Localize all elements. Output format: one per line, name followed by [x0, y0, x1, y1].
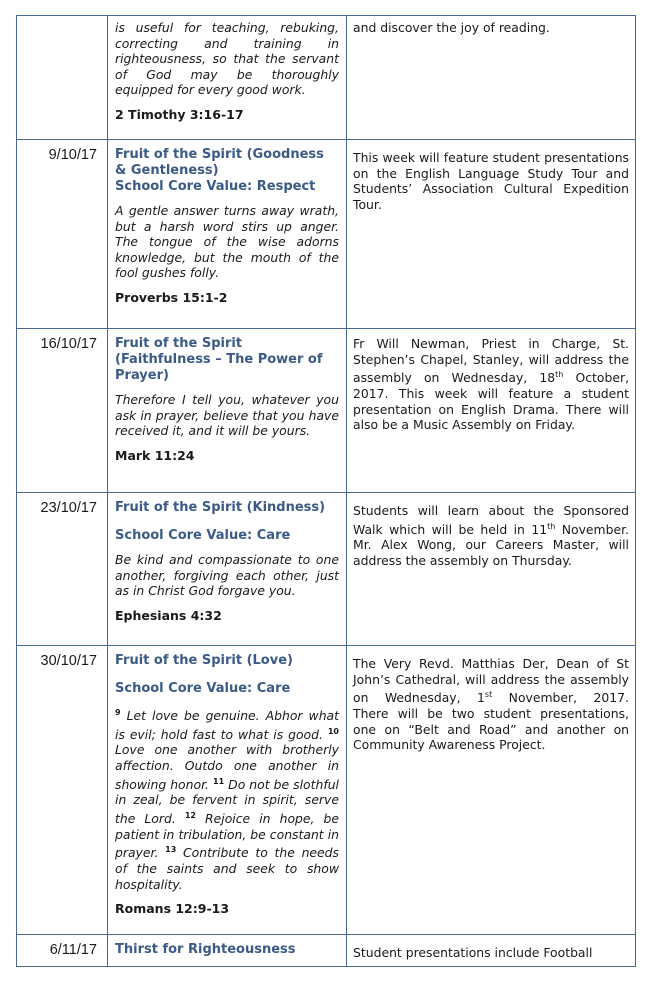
- theme-cell: [108, 140, 347, 329]
- theme-cell: [108, 646, 347, 935]
- week-date: [17, 16, 107, 23]
- theme-cell: [108, 935, 347, 967]
- scripture-reference: Mark 11:24: [115, 447, 195, 463]
- schedule-row: [17, 329, 636, 493]
- scripture-reference: Romans 12:9-13: [115, 901, 230, 917]
- verse-number: 11: [213, 776, 225, 786]
- notes-cell: [347, 329, 636, 493]
- schedule-row: [17, 493, 636, 646]
- assembly-schedule-table: [16, 15, 645, 967]
- theme-heading: Fruit of the Spirit (Goodness & Gentleness) School Core Value: Respect: [115, 147, 324, 194]
- date-cell: [17, 646, 108, 935]
- date-cell: [17, 140, 108, 329]
- week-date: 23/10/17: [40, 500, 97, 516]
- ordinal-suffix: th: [555, 370, 564, 380]
- verse-number: 13: [165, 845, 177, 855]
- notes-cell: [347, 16, 636, 140]
- notes-cell: [347, 493, 636, 646]
- note-text: October, 2017. This week will feature a student presentation on English Drama. There will also be a Music Assembly on Friday.: [353, 370, 633, 433]
- week-notes: [353, 150, 633, 212]
- note-text: The Very Revd. Matthias Der, Dean of St John’s Cathedral, will address the assembly on Wednesday, 1: [353, 656, 633, 706]
- verse-text: Love one another with brotherly affection. Outdo one another in showing honor.: [115, 742, 339, 792]
- notes-cell: [347, 140, 636, 329]
- schedule-row: [17, 16, 636, 140]
- theme-cell: [108, 329, 347, 493]
- note-text: Students will learn about the Sponsored Walk which will be held in 11: [353, 503, 633, 537]
- scripture-verse: [115, 20, 339, 98]
- verse-text: A gentle answer turns away wrath, but a harsh word stirs up anger. The tongue of the wise adorns knowledge, but the mouth of the fool gushes folly.: [115, 203, 339, 281]
- verse-text: Do not be slothful in zeal, be fervent in spirit, serve the Lord.: [115, 776, 339, 827]
- week-notes: [353, 656, 645, 753]
- week-date: 16/10/17: [40, 336, 97, 352]
- note-text: and discover the joy of reading.: [353, 20, 550, 35]
- verse-number: 12: [184, 810, 196, 820]
- verse-number: 10: [327, 726, 339, 736]
- note-text: This week will feature student presentations on the English Language Study Tour and Students’ Association Cultural Expedition Tour.: [353, 150, 633, 212]
- date-cell: [17, 493, 108, 646]
- theme-heading: School Core Value: Care: [115, 681, 291, 696]
- verse-text: Rejoice in hope, be patient in tribulation, be constant in prayer.: [115, 811, 339, 861]
- ordinal-suffix: th: [547, 521, 556, 531]
- theme-cell: [108, 493, 347, 646]
- theme-heading: Fruit of the Spirit (Love): [115, 653, 293, 668]
- schedule-row: [17, 935, 636, 967]
- theme-heading: School Core Value: Care: [115, 528, 291, 543]
- scripture-reference: Ephesians 4:32: [115, 607, 222, 623]
- verse-text: is useful for teaching, rebuking, correcting and training in righteousness, so that the servant of God may be thoroughly equipped for every good work.: [115, 20, 339, 98]
- theme-heading: Fruit of the Spirit (Kindness): [115, 500, 326, 515]
- verse-text: Contribute to the needs of the saints and seek to show hospitality.: [115, 845, 339, 892]
- notes-cell: [347, 935, 636, 967]
- theme-heading: Fruit of the Spirit (Faithfulness – The Power of Prayer): [115, 336, 323, 383]
- theme-heading: Thirst for Righteousness: [115, 942, 296, 957]
- ordinal-suffix: st: [484, 690, 493, 700]
- verse-text: Be kind and compassionate to one another, forgiving each other, just as in Christ God forgave you.: [115, 552, 339, 599]
- verse-text: Therefore I tell you, whatever you ask in prayer, believe that you have received it, and it will be yours.: [115, 392, 339, 439]
- date-cell: [17, 935, 108, 967]
- date-cell: [17, 16, 108, 140]
- schedule-row: [17, 140, 636, 329]
- note-text: November, 2017. There will be two student presentations, one on “Belt and Road” and another on Community Awareness Project.: [353, 690, 645, 753]
- notes-cell: [347, 646, 645, 935]
- scripture-verse: [115, 203, 339, 281]
- scripture-verse: [115, 705, 339, 892]
- scripture-verse: [115, 392, 339, 439]
- week-notes: [353, 503, 633, 569]
- week-date: 6/11/17: [49, 942, 97, 958]
- week-date: 9/10/17: [48, 147, 97, 163]
- scripture-reference: Proverbs 15:1-2: [115, 289, 228, 305]
- note-text: Fr Will Newman, Priest in Charge, St. Stephen’s Chapel, Stanley, will address the assembly on Wednesday, 18: [353, 336, 633, 386]
- note-text: Student presentations include Football: [353, 945, 593, 960]
- week-notes: [353, 20, 629, 36]
- week-date: 30/10/17: [40, 653, 97, 669]
- note-text: November. Mr. Alex Wong, our Careers Master, will address the assembly on Thursday.: [353, 521, 633, 568]
- scripture-verse: [115, 552, 339, 599]
- week-notes: [353, 336, 633, 433]
- week-notes: [353, 945, 629, 961]
- theme-cell: [108, 16, 347, 140]
- verse-text: Let love be genuine. Abhor what is evil; hold fast to what is good.: [115, 708, 339, 742]
- verse-number: 9: [115, 708, 121, 717]
- date-cell: [17, 329, 108, 493]
- schedule-row: [17, 646, 636, 935]
- scripture-reference: 2 Timothy 3:16-17: [115, 106, 244, 122]
